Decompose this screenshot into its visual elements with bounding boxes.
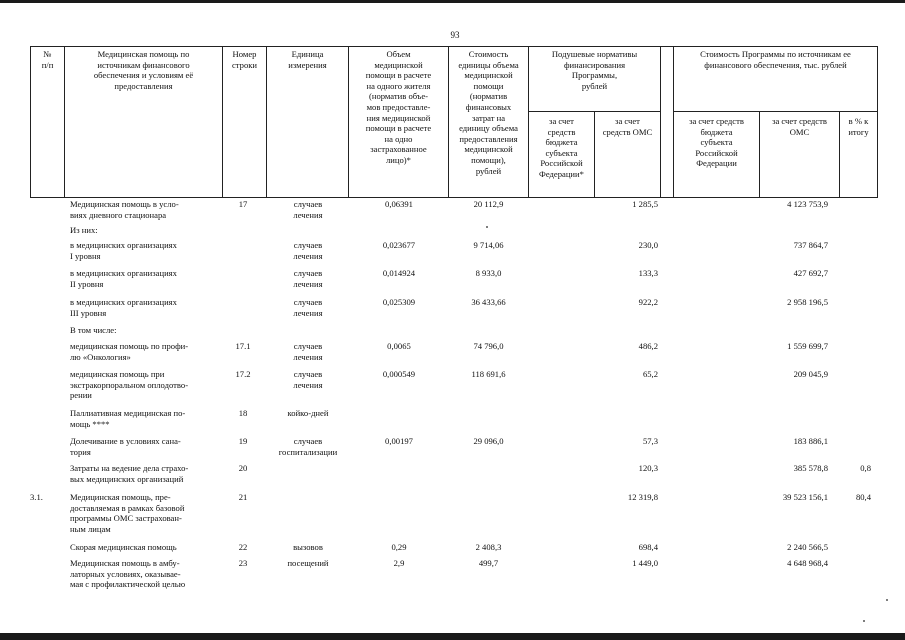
row-cost-oms: 209 045,9 (793, 369, 828, 379)
row-name: в медицинских организациях III уровня (70, 297, 177, 318)
header-name: Медицинская помощь по источникам финансового обеспечения и условиям её предоставления (93, 49, 194, 91)
row-per-capita-oms: 12 319,8 (627, 492, 658, 502)
row-unit-cost: 118 691,6 (471, 369, 506, 379)
row-unit: случаев лечения (293, 268, 323, 289)
row-name: Медицинская помощь, пре- доставляемая в рамках базовой программы ОМС застрахован- ным лицам (70, 492, 185, 534)
scan-speck (486, 226, 488, 228)
row-name: в медицинских организациях II уровня (70, 268, 177, 289)
row-unit: случаев лечения (293, 341, 323, 362)
row-unit: вызовов (293, 542, 323, 552)
row-unit: койко-дней (287, 408, 329, 418)
row-unit: посещений (287, 558, 329, 568)
row-cost-pct: 80,4 (855, 492, 871, 502)
header-volume: Объем медицинской помощи в расчете на одного жителя (норматив объе- мов предоставле- ния медицинской помощи в расчете на одно застрахованное лицо)* (365, 49, 432, 165)
header-cost-oms: за счет средств ОМС (772, 116, 827, 137)
header-top-rule (30, 46, 878, 47)
row-name: Медицинская помощь в усло- виях дневного стационара (70, 199, 179, 220)
header-per-capita: Подушевые нормативы финансирования Программы, рублей (551, 49, 638, 91)
row-cost-pct: 0,8 (860, 463, 871, 473)
row-volume: 0,025309 (382, 297, 416, 307)
row-name: Скорая медицинская помощь (70, 542, 177, 552)
header-code: Номер строки (231, 49, 258, 70)
row-code: 17 (238, 199, 248, 209)
row-name: медицинская помощь при экстракорпоральном оплодотво- рении (70, 369, 189, 401)
row-volume: 0,00197 (385, 436, 413, 446)
row-name: В том числе: (70, 325, 117, 335)
row-code: 17.1 (235, 341, 251, 351)
scan-bottom-edge (0, 633, 905, 640)
row-unit-cost: 2 408,3 (475, 542, 502, 552)
row-cost-oms: 385 578,8 (793, 463, 828, 473)
row-unit: случаев лечения (293, 369, 323, 390)
row-name: Затраты на ведение дела страхо- вых медицинских организаций (70, 463, 189, 484)
row-unit-cost: 9 714,06 (473, 240, 504, 250)
row-unit-cost: 8 933,0 (475, 268, 502, 278)
row-per-capita-oms: 65,2 (642, 369, 658, 379)
row-unit-cost: 29 096,0 (473, 436, 504, 446)
header-num: № п/п (41, 49, 54, 70)
row-cost-oms: 2 240 566,5 (787, 542, 828, 552)
row-per-capita-oms: 230,0 (638, 240, 658, 250)
row-number: 3.1. (30, 492, 43, 502)
row-per-capita-oms: 486,2 (638, 341, 658, 351)
row-unit-cost: 20 112,9 (473, 199, 504, 209)
row-unit: случаев госпитализации (278, 436, 338, 457)
row-code: 18 (238, 408, 248, 418)
row-unit-cost: 499,7 (478, 558, 499, 568)
header-rule-v12 (877, 46, 878, 198)
header-cost-budget: за счет средств бюджета субъекта Российской Федерации (689, 116, 744, 169)
row-cost-oms: 4 648 968,4 (787, 558, 828, 568)
header-rule-v8 (660, 46, 661, 198)
header-pc-budget: за счет средств бюджета субъекта Российской Федерации* (539, 116, 584, 179)
row-per-capita-oms: 922,2 (638, 297, 658, 307)
row-volume: 0,000549 (382, 369, 416, 379)
row-cost-oms: 4 123 753,9 (787, 199, 828, 209)
row-per-capita-oms: 1 449,0 (632, 558, 658, 568)
row-per-capita-oms: 120,3 (638, 463, 658, 473)
row-code: 22 (238, 542, 248, 552)
row-cost-oms: 427 692,7 (793, 268, 828, 278)
scan-speck (886, 599, 888, 601)
header-program-cost: Стоимость Программы по источникам ее финансового обеспечения, тыс. рублей (700, 49, 851, 70)
header-sub-rule-right (673, 111, 878, 112)
row-code: 17.2 (235, 369, 251, 379)
row-volume: 0,0065 (387, 341, 411, 351)
row-volume: 0,014924 (382, 268, 416, 278)
scan-speck (863, 620, 865, 622)
row-code: 20 (238, 463, 248, 473)
row-cost-oms: 183 886,1 (793, 436, 828, 446)
row-cost-oms: 737 864,7 (793, 240, 828, 250)
header-unit: Единица измерения (288, 49, 327, 70)
row-code: 23 (238, 558, 248, 568)
row-per-capita-oms: 133,3 (638, 268, 658, 278)
row-per-capita-oms: 57,3 (642, 436, 658, 446)
row-unit: случаев лечения (293, 199, 323, 220)
header-bottom-rule (30, 197, 878, 198)
row-code: 19 (238, 436, 248, 446)
row-per-capita-oms: 698,4 (638, 542, 658, 552)
row-volume: 0,023677 (382, 240, 416, 250)
row-name: Медицинская помощь в амбу- латорных условиях, оказывае- мая с профилактической целью (70, 558, 186, 590)
row-volume: 0,29 (391, 542, 407, 552)
row-volume: 0,06391 (385, 199, 413, 209)
row-cost-oms: 39 523 156,1 (782, 492, 828, 502)
row-volume: 2,9 (393, 558, 405, 568)
row-name: в медицинских организациях I уровня (70, 240, 177, 261)
header-pc-oms: за счет средств ОМС (602, 116, 653, 137)
page-number: 93 (450, 30, 460, 40)
row-unit-cost: 36 433,66 (471, 297, 506, 307)
row-name: Из них: (70, 225, 98, 235)
row-cost-oms: 2 958 196,5 (787, 297, 828, 307)
row-name: Долечивание в условиях сана- тория (70, 436, 181, 457)
row-name: медицинская помощь по профи- лю «Онкология» (70, 341, 189, 362)
row-unit: случаев лечения (293, 297, 323, 318)
row-per-capita-oms: 1 285,5 (632, 199, 658, 209)
header-cost: Стоимость единицы объема медицинской помощи (норматив финансовых затрат на единицу объема предоставления медицинской помощи), рублей (458, 49, 519, 176)
row-unit: случаев лечения (293, 240, 323, 261)
row-code: 21 (238, 492, 248, 502)
row-cost-oms: 1 559 699,7 (787, 341, 828, 351)
header-cost-pct: в % к итогу (848, 116, 869, 137)
scan-top-edge (0, 0, 905, 3)
row-unit-cost: 74 796,0 (473, 341, 504, 351)
row-name: Паллиативная медицинская по- мощь **** (70, 408, 186, 429)
